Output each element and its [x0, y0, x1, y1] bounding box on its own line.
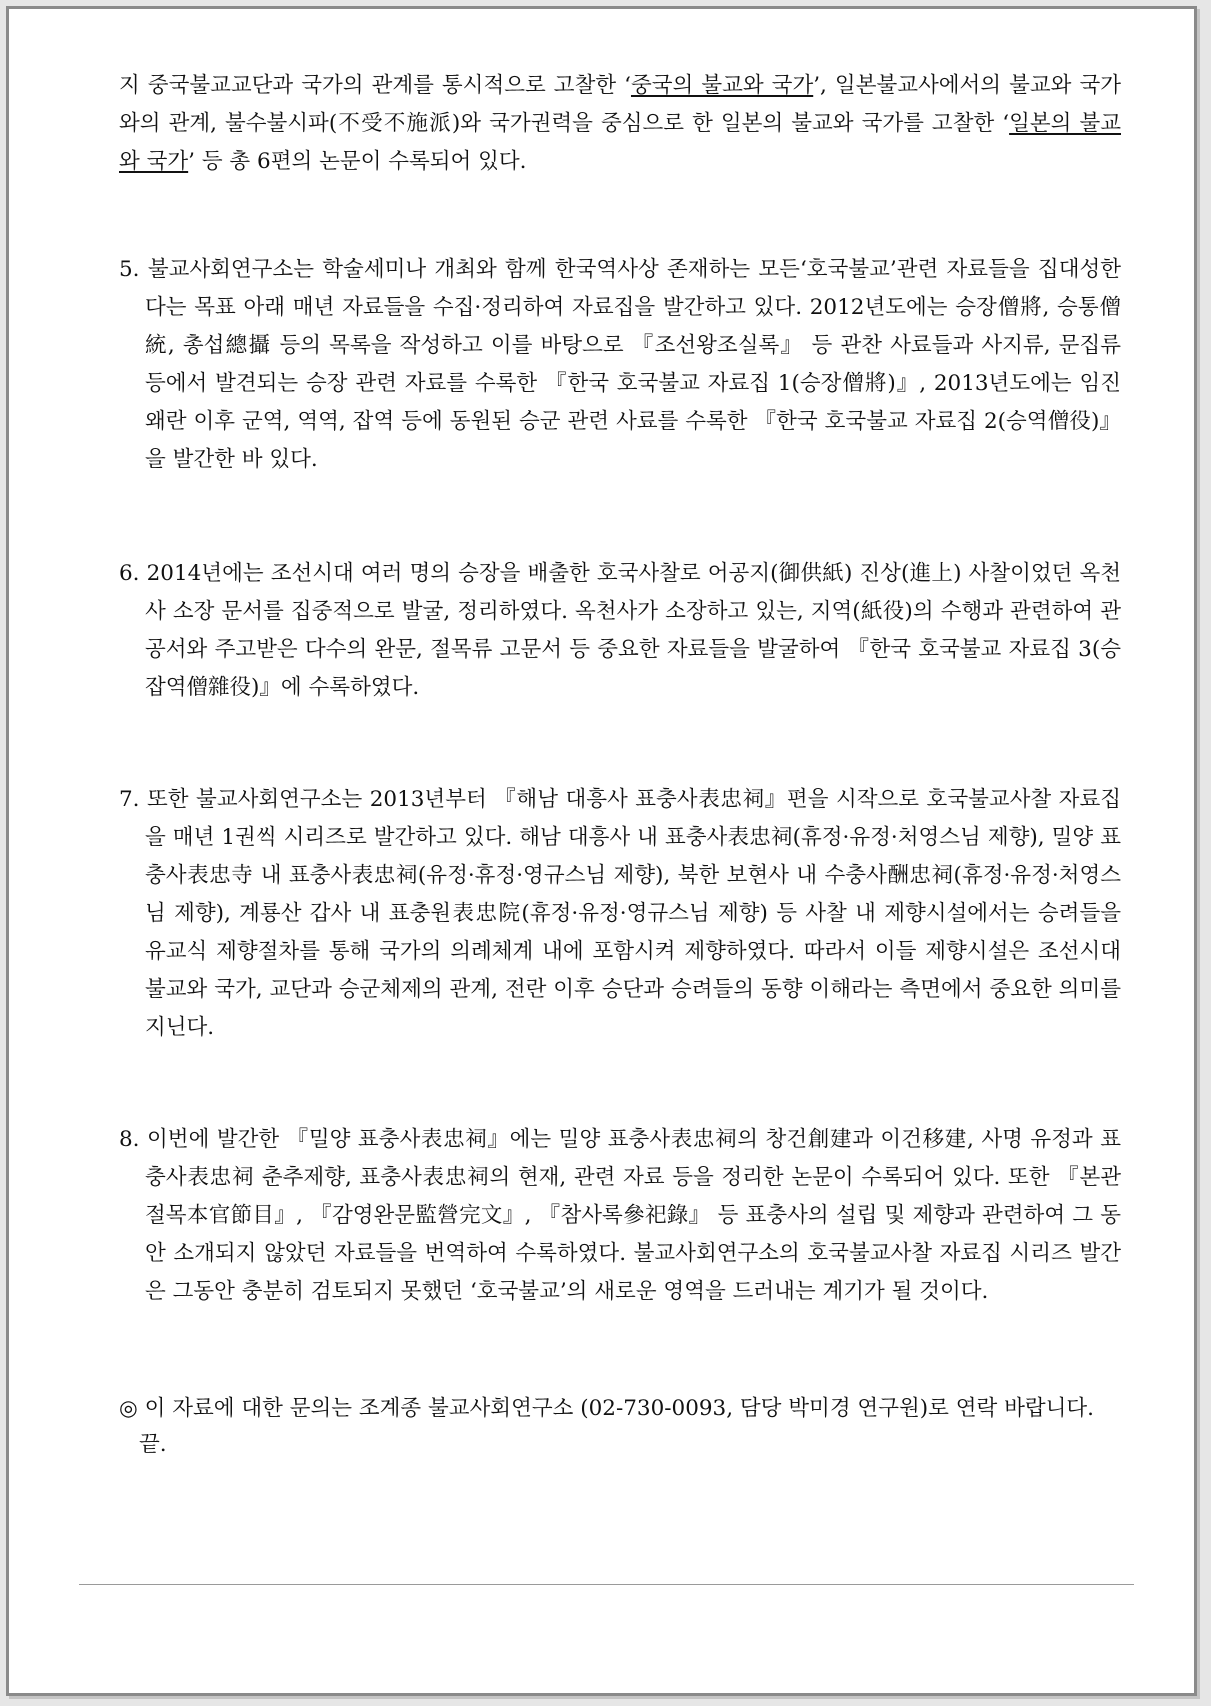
- paragraph-text: ’, 일본불교사에서의 불교와 국가와의 관계, 불수불시파(不受不施派)와 국가권력을 중심으로 한 일본의 불교와 국가를 고찰한 ‘: [119, 73, 1121, 136]
- underlined-title-chinese-buddhism: 중국의 불교와 국가: [630, 73, 814, 98]
- paragraph-6: 6. 2014년에는 조선시대 여러 명의 승장을 배출한 호국사찰로 어공지(御供紙) 진상(進上) 사찰이었던 옥천사 소장 문서를 집중적으로 발굴, 정리하였다. 옥천사가 소장하고 있는, 지역(紙役)의 수행과 관련하여 관공서와 주고받은 다수의 완문, 절목류 고문서 등 중요한 자료들을 발굴하여 『한국 호국불교 자료집 3(승잡역僧雜役)』에 수록하였다.: [119, 561, 1121, 700]
- paragraph-spacer: [119, 707, 1121, 781]
- paragraph-text: ’ 등 총 6편의 논문이 수록되어 있다.: [188, 149, 527, 174]
- contact-note: ◎ 이 자료에 대한 문의는 조계종 불교사회연구소 (02-730-0093, 담당 박미경 연구원)로 연락 바랍니다. 끝.: [119, 1396, 1095, 1457]
- paragraph-spacer: [119, 1311, 1121, 1391]
- footer-rule: [79, 1584, 1134, 1585]
- document-page: [6, 6, 1197, 1696]
- paragraph-spacer: [119, 1047, 1121, 1121]
- underlined-title-japanese-buddhism: 일본의 불교와 국가: [119, 111, 1121, 174]
- paragraph-5: 5. 불교사회연구소는 학술세미나 개최와 함께 한국역사상 존재하는 모든‘호국불교’관련 자료들을 집대성한다는 목표 아래 매년 자료들을 수집·정리하여 자료집을 발간하고 있다. 2012년도에는 승장僧將, 승통僧統, 총섭總攝 등의 목록을 작성하고 이를 바탕으로 『조선왕조실록』 등 관찬 사료들과 사지류, 문집류 등에서 발견되는 승장 관련 자료를 수록한 『한국 호국불교 자료집 1(승장僧將)』, 2013년도에는 임진왜란 이후 군역, 역역, 잡역 등에 동원된 승군 관련 사료를 수록한 『한국 호국불교 자료집 2(승역僧役)』을 발간한 바 있다.: [119, 257, 1121, 472]
- paragraph-8: 8. 이번에 발간한 『밀양 표충사表忠祠』에는 밀양 표충사表忠祠의 창건創建과 이건移建, 사명 유정과 표충사表忠祠 춘추제향, 표충사表忠祠의 현재, 관련 자료 등을 정리한 논문이 수록되어 있다. 또한 『본관절목本官節目』, 『감영완문監營完文』, 『참사록參祀錄』 등 표충사의 설립 및 제향과 관련하여 그 동안 소개되지 않았던 자료들을 번역하여 수록하였다. 불교사회연구소의 호국불교사찰 자료집 시리즈 발간은 그동안 충분히 검토되지 못했던 ‘호국불교’의 새로운 영역을 드러내는 계기가 될 것이다.: [119, 1127, 1121, 1304]
- paragraph-continuation: [119, 67, 1121, 181]
- document-body: [119, 67, 1121, 1463]
- paragraph-text: 지 중국불교교단과 국가의 관계를 통시적으로 고찰한 ‘: [119, 73, 631, 98]
- paragraph-spacer: [119, 181, 1121, 251]
- paragraph-spacer: [119, 479, 1121, 555]
- paragraph-7: 7. 또한 불교사회연구소는 2013년부터 『해남 대흥사 표충사表忠祠』편을 시작으로 호국불교사찰 자료집을 매년 1권씩 시리즈로 발간하고 있다. 해남 대흥사 내 표충사表忠祠(휴정·유정·처영스님 제향), 밀양 표충사表忠寺 내 표충사表忠祠(유정·휴정·영규스님 제향), 북한 보현사 내 수충사酬忠祠(휴정·유정·처영스님 제향), 계룡산 갑사 내 표충원表忠院(휴정·유정·영규스님 제향) 등 사찰 내 제향시설에서는 승려들을 유교식 제향절차를 통해 국가의 의례체계 내에 포함시켜 제향하였다. 따라서 이들 제향시설은 조선시대 불교와 국가, 교단과 승군체제의 관계, 전란 이후 승단과 승려들의 동향 이해라는 측면에서 중요한 의미를 지닌다.: [119, 787, 1121, 1040]
